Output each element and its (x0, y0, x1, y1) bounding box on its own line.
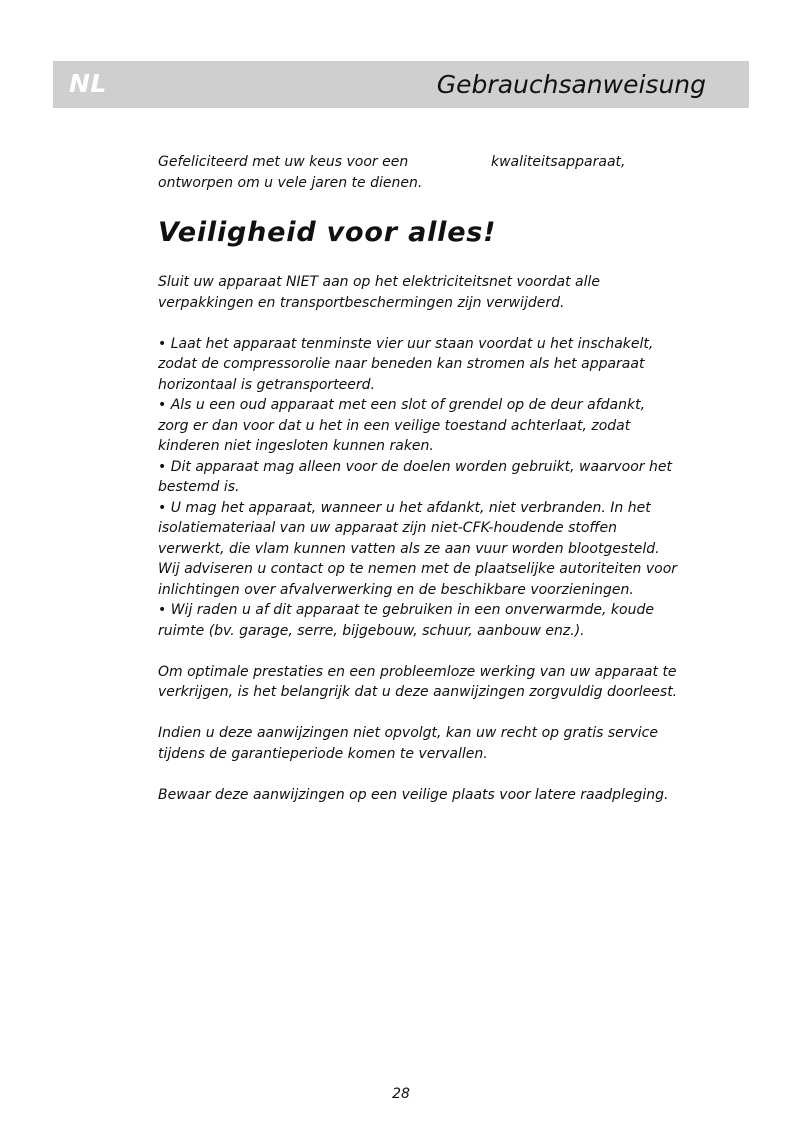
header-bar (53, 61, 749, 108)
safety-bullet: • Laat het apparaat tenminste vier uur staan voordat u het inschakelt, zodat de compressorolie naar beneden kan stromen als het apparaat horizontaal is getransporteerd. (158, 335, 654, 393)
warranty-paragraph: Indien u deze aanwijzingen niet opvolgt, kan uw recht op gratis service tijdens de garantieperiode komen te vervallen. (158, 725, 658, 762)
warning-paragraph: Sluit uw apparaat NIET aan op het elektriciteitsnet voordat alle verpakkingen en transportbeschermingen zijn verwijderd. (158, 274, 600, 311)
intro (158, 152, 678, 194)
intro-text: Gefeliciteerd met uw keus voor een ontworpen om u vele jaren te dienen. (158, 154, 423, 191)
keep-instructions-paragraph: Bewaar deze aanwijzingen op een veilige plaats voor latere raadpleging. (158, 786, 669, 803)
page-number: 28 (392, 1086, 410, 1102)
manual-title: Gebrauchsanweisung (436, 70, 706, 99)
safety-bullet-list (158, 334, 678, 642)
intro-text-continued: kwaliteitsapparaat, (491, 154, 626, 170)
safety-bullet: • Wij raden u af dit apparaat te gebruiken in een onverwarmde, koude ruimte (bv. garage, serre, bijgebouw, schuur, aanbouw enz.). (158, 602, 654, 639)
page-content (158, 152, 678, 826)
safety-heading: Veiligheid voor alles! (158, 217, 497, 248)
safety-bullet: • U mag het apparaat, wanneer u het afdankt, niet verbranden. In het isolatiemateriaal van uw apparaat zijn niet-CFK-houdende stoffen verwerkt, die vlam kunnen vatten als ze aan vuur worden blootgesteld. Wij adviseren u contact op te nemen met de plaatselijke autoriteiten voor inlichtingen over afvalverwerking en de beschikbare voorzieningen. (158, 499, 678, 598)
performance-paragraph: Om optimale prestaties en een probleemloze werking van uw apparaat te verkrijgen, is het belangrijk dat u deze aanwijzingen zorgvuldig doorleest. (158, 663, 678, 700)
safety-bullet: • Dit apparaat mag alleen voor de doelen worden gebruikt, waarvoor het bestemd is. (158, 458, 672, 495)
safety-bullet: • Als u een oud apparaat met een slot of grendel op de deur afdankt, zorg er dan voor dat u het in een veilige toestand achterlaat, zodat kinderen niet ingesloten kunnen raken. (158, 397, 646, 454)
language-code: NL (69, 69, 107, 98)
